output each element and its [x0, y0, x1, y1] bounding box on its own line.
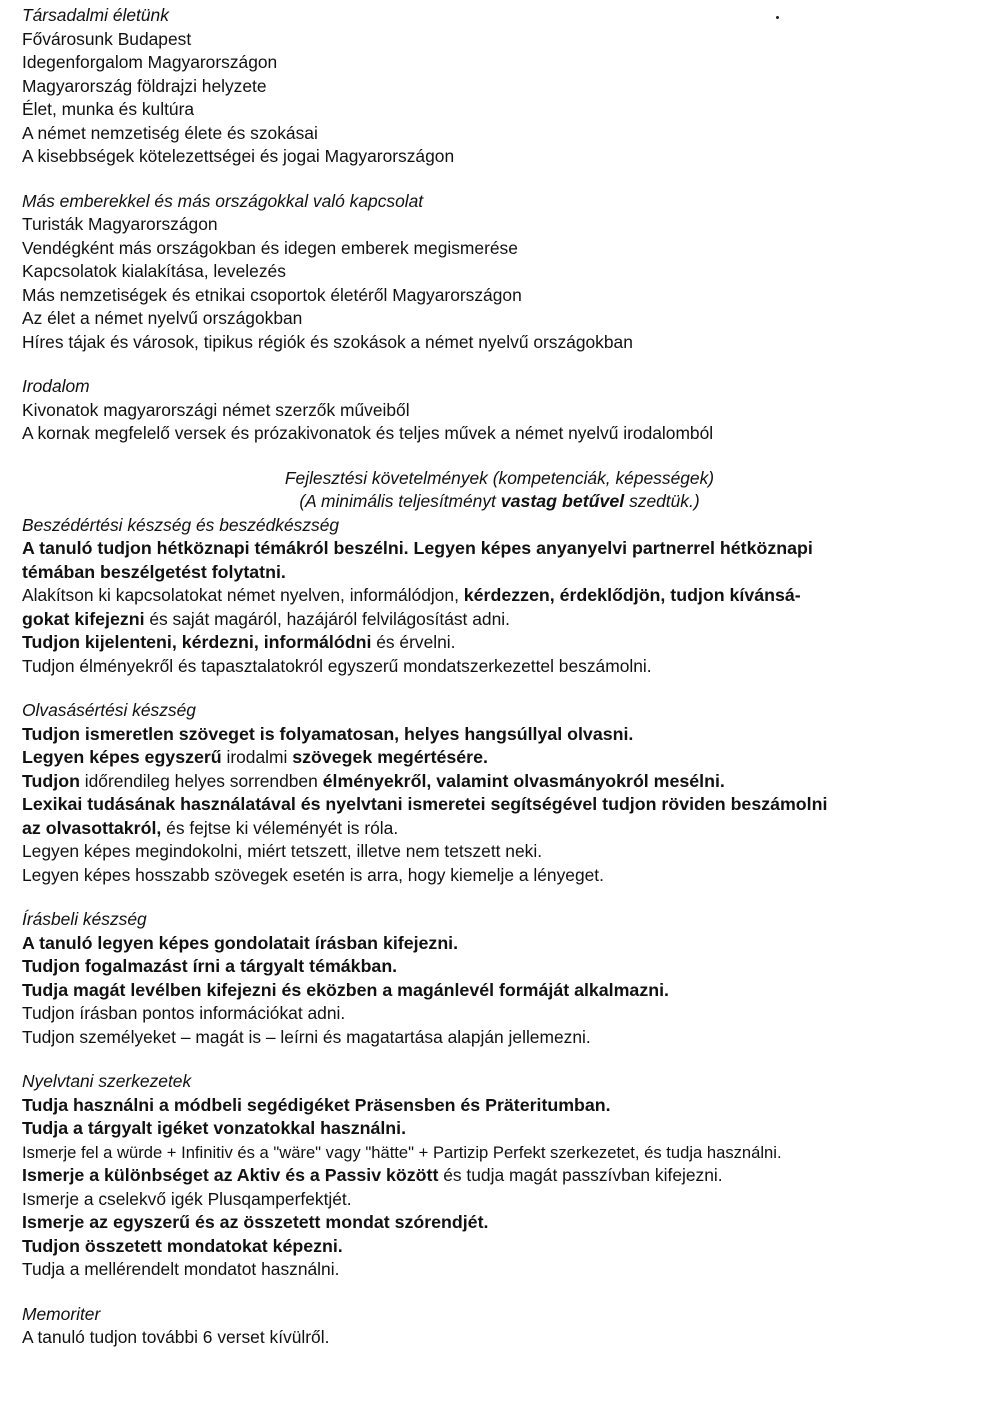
section-kapcsolat: [22, 190, 977, 355]
bold-text: szövegek megértésére.: [292, 747, 488, 767]
requirement-bold: Ismerje az egyszerű és az összetett mondat szórendjét.: [22, 1212, 489, 1232]
requirement-bold: A tanuló tudjon hétköznapi témákról beszélni. Legyen képes anyanyelvi partnerrel hétköznapi: [22, 538, 813, 558]
requirements-title-line: Fejlesztési követelmények (kompetenciák, képességek): [284, 467, 715, 488]
text: időrendileg helyes sorrendben: [79, 770, 323, 791]
requirement-mixed: [22, 746, 977, 770]
requirement: Legyen képes megindokolni, miért tetszett, illetve nem tetszett neki.: [22, 841, 543, 861]
text: irodalmi: [221, 747, 293, 767]
list-item: A kisebbségek kötelezettségei és jogai Magyarországon: [22, 146, 455, 166]
list-item: Más nemzetiségek és etnikai csoportok életéről Magyarországon: [22, 284, 522, 305]
requirement-mixed: [22, 608, 977, 632]
section-olvasas: [22, 699, 977, 887]
requirement-mixed: [22, 817, 977, 841]
requirement-bold: Tudja használni a módbeli segédigéket Präsensben és Präteritumban.: [22, 1094, 611, 1115]
section-heading: Írásbeli készség: [22, 909, 147, 929]
list-item: Élet, munka és kultúra: [22, 99, 195, 119]
requirement: A tanuló tudjon további 6 verset kívülről.: [22, 1327, 330, 1347]
text: és érvelni.: [371, 632, 456, 652]
list-item: A kornak megfelelő versek és prózakivonatok és teljes művek a német nyelvű irodalomból: [22, 423, 714, 443]
bold-text: élményekről, valamint olvasmányokról mesélni.: [322, 770, 725, 791]
requirement: Ismerje fel a würde + Infinitiv és a "wäre" vagy "hätte" + Partizip Perfekt szerkezetet, és tudja használni.: [22, 1142, 782, 1162]
bold-text: az olvasottakról,: [22, 817, 162, 838]
note-text: (A minimális teljesítményt: [299, 491, 501, 511]
section-heading: Memoriter: [22, 1303, 101, 1324]
requirement: Tudjon írásban pontos információkat adni.: [22, 1003, 346, 1023]
list-item: Idegenforgalom Magyarországon: [22, 52, 278, 72]
section-heading: Társadalmi életünk: [22, 5, 169, 25]
section-heading: Olvasásértési készség: [22, 700, 196, 720]
note-text: szedtük.): [624, 491, 700, 511]
section-irasbeli: [22, 908, 977, 1049]
requirement-bold: témában beszélgetést folytatni.: [22, 561, 286, 582]
section-tarsadalmi: [22, 4, 977, 169]
bold-text: kérdezzen, érdeklődjön, tudjon kívánsá-: [463, 585, 801, 605]
bold-text: gokat kifejezni: [22, 608, 145, 629]
requirement: Tudjon élményekről és tapasztalatokról egyszerű mondatszerkezettel beszámolni.: [22, 655, 652, 676]
requirement: Legyen képes hosszabb szövegek esetén is arra, hogy kiemelje a lényeget.: [22, 864, 604, 885]
requirement: Tudja a mellérendelt mondatot használni.: [22, 1259, 340, 1279]
list-item: Magyarország földrajzi helyzete: [22, 75, 267, 96]
requirements-note: [22, 490, 977, 514]
text: és tudja magát passzívban kifejezni.: [438, 1165, 723, 1185]
list-item: Turisták Magyarországon: [22, 214, 218, 234]
requirement-mixed: [22, 631, 977, 655]
section-heading: Irodalom: [22, 376, 90, 396]
requirement: Ismerje a cselekvő igék Plusqamperfektjét.: [22, 1188, 352, 1209]
text: és fejtse ki véleményét is róla.: [161, 817, 399, 838]
requirement-mixed: [22, 584, 977, 608]
requirement: Tudjon személyeket – magát is – leírni és magatartása alapján jellemezni.: [22, 1026, 591, 1047]
list-item: Vendégként más országokban és idegen emberek megismerése: [22, 237, 518, 258]
list-item: Kapcsolatok kialakítása, levelezés: [22, 261, 286, 281]
bold-text: Ismerje a különbséget az Aktiv és a Passiv között: [22, 1165, 439, 1185]
section-irodalom: [22, 375, 977, 446]
requirement-mixed: [22, 1164, 977, 1188]
section-heading: Nyelvtani szerkezetek: [22, 1071, 192, 1091]
list-item: Az élet a német nyelvű országokban: [22, 308, 303, 328]
requirement-bold: Tudjon fogalmazást írni a tárgyalt témákban.: [22, 956, 398, 976]
requirement-bold: Lexikai tudásának használatával és nyelvtani ismeretei segítségével tudjon röviden beszámolni: [22, 794, 828, 814]
text: és saját magáról, hazájáról felvilágosítást adni.: [144, 608, 510, 629]
section-heading: Beszédértési készség és beszédkészség: [22, 514, 340, 535]
requirement-bold: A tanuló legyen képes gondolatait írásban kifejezni.: [22, 932, 459, 953]
bold-text: Legyen képes egyszerű: [22, 747, 222, 767]
section-beszed: [22, 514, 977, 679]
list-item: Híres tájak és városok, tipikus régiók és szokások a német nyelvű országokban: [22, 331, 633, 352]
requirement-bold: Tudja magát levélben kifejezni és eközben a magánlevél formáját alkalmazni.: [22, 979, 669, 1000]
bold-text: Tudjon: [22, 770, 80, 791]
section-heading: Más emberekkel és más országokkal való kapcsolat: [22, 190, 424, 211]
requirement-bold: Tudjon ismeretlen szöveget is folyamatosan, helyes hangsúllyal olvasni.: [22, 723, 634, 744]
list-item: Fővárosunk Budapest: [22, 28, 192, 49]
list-item: Kivonatok magyarországi német szerzők műveiből: [22, 399, 410, 420]
document-page: [22, 4, 977, 1350]
text: Alakítson ki kapcsolatokat német nyelven, informálódjon,: [22, 585, 464, 605]
note-bold-text: vastag betűvel: [500, 491, 625, 511]
list-item: A német nemzetiség élete és szokásai: [22, 122, 318, 143]
requirement-bold: Tudjon összetett mondatokat képezni.: [22, 1235, 343, 1256]
requirement-bold: Tudja a tárgyalt igéket vonzatokkal használni.: [22, 1118, 407, 1138]
section-memoriter: [22, 1303, 977, 1350]
requirement-mixed: [22, 770, 977, 794]
bold-text: Tudjon kijelenteni, kérdezni, informálódni: [22, 632, 372, 652]
section-nyelvtan: [22, 1070, 977, 1282]
requirements-title: [22, 467, 977, 514]
